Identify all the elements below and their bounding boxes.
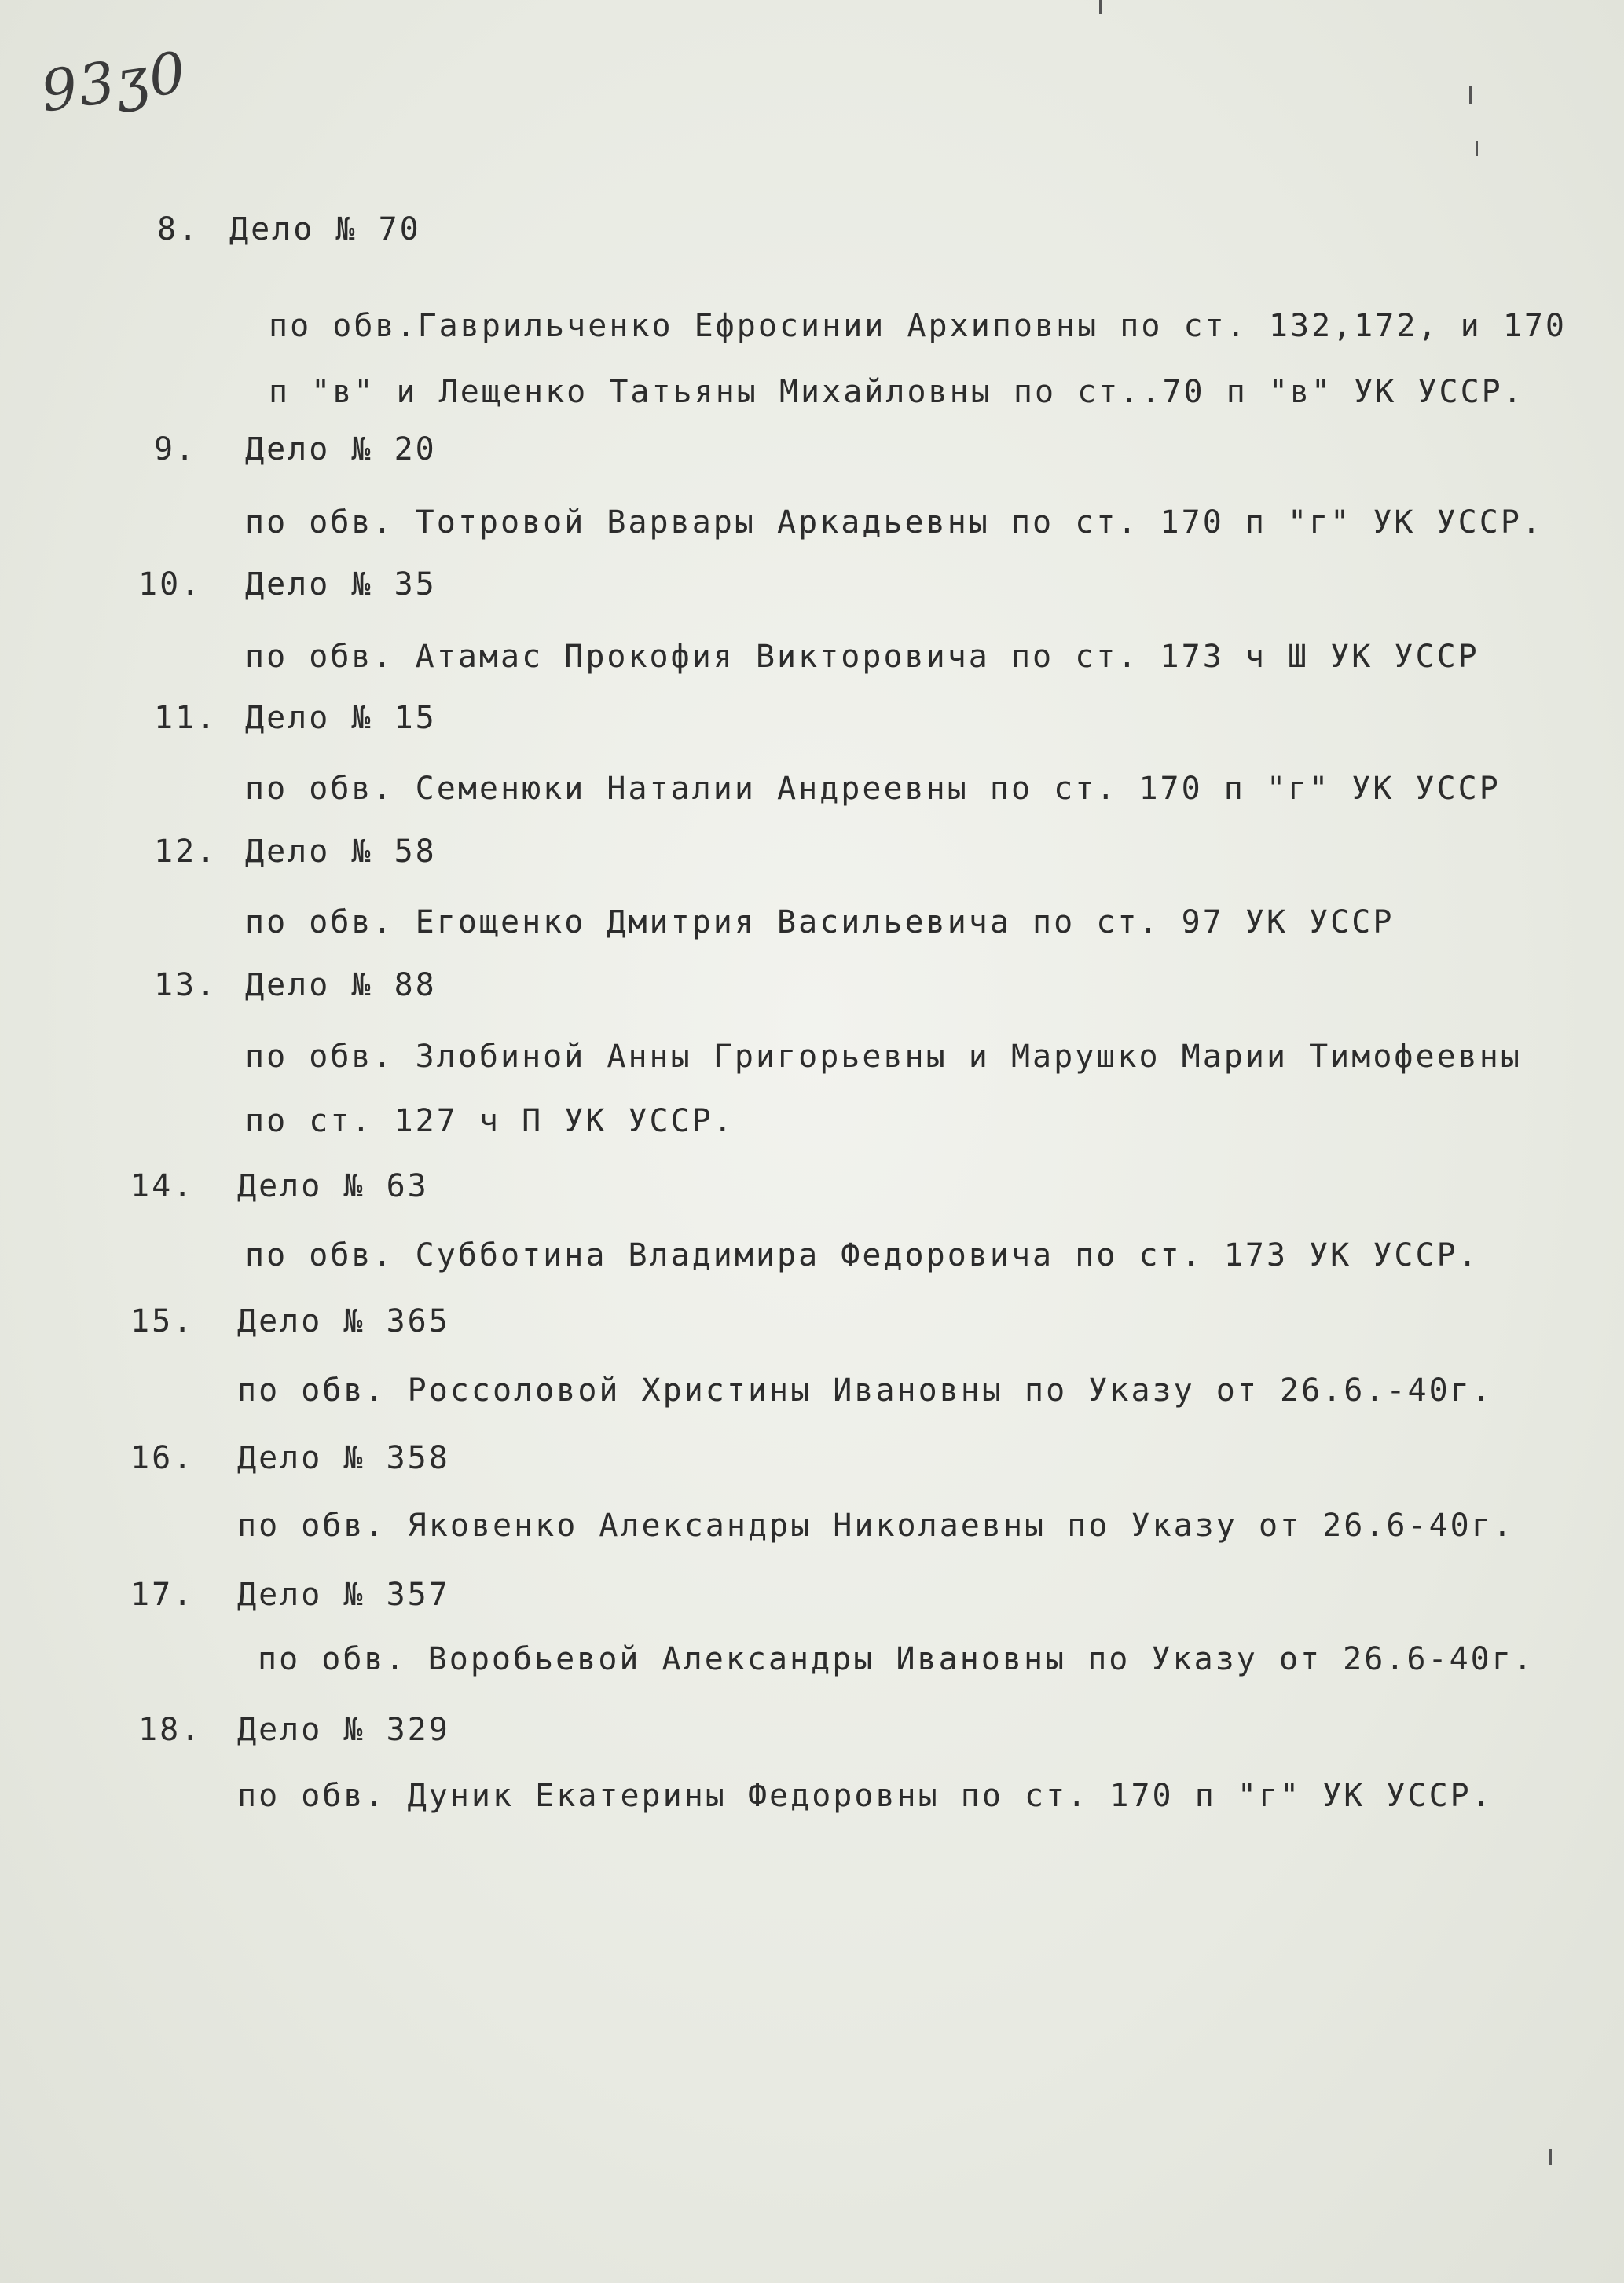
case-description: по обв. Яковенко Александры Николаевны по Указу от 26.6-40г. — [237, 1508, 1514, 1544]
entry-number: 12. — [154, 834, 218, 870]
case-header: Дело № 58 — [245, 834, 437, 870]
entry-number: 17. — [130, 1577, 195, 1613]
case-description: по обв. Тотровой Варвары Аркадьевны по ст. 170 п "г" УК УССР. — [245, 504, 1544, 541]
margin-mark — [1476, 141, 1478, 156]
margin-mark — [1549, 2149, 1552, 2165]
case-description: по обв. Субботина Владимира Федоровича по ст. 173 УК УССР. — [245, 1237, 1479, 1273]
entry-number: 14. — [130, 1168, 195, 1204]
case-description: по обв. Егощенко Дмитрия Васильевича по ст. 97 УК УССР — [245, 904, 1395, 940]
case-header: Дело № 20 — [245, 431, 437, 467]
case-description: п "в" и Лещенко Татьяны Михайловны по ст..70 п "в" УК УССР. — [269, 374, 1524, 410]
entry-number: 10. — [138, 566, 203, 603]
case-description: по обв.Гаврильченко Ефросинии Архиповны по ст. 132,172, и 170 — [269, 308, 1567, 344]
case-header: Дело № 365 — [237, 1303, 450, 1339]
case-description: по обв. Злобиной Анны Григорьевны и Марушко Марии Тимофеевны — [245, 1039, 1522, 1075]
case-description: по обв. Атамас Прокофия Викторовича по ст. 173 ч Ш УК УССР — [245, 639, 1479, 675]
entry-number: 11. — [154, 700, 218, 736]
case-header: Дело № 15 — [245, 700, 437, 736]
case-header: Дело № 357 — [237, 1577, 450, 1613]
case-header: Дело № 358 — [237, 1440, 450, 1476]
entry-number: 16. — [130, 1440, 195, 1476]
case-header: Дело № 88 — [245, 967, 437, 1003]
case-description: по ст. 127 ч П УК УССР. — [245, 1103, 735, 1139]
entry-number: 18. — [138, 1712, 203, 1748]
handwritten-page-number: 93ʒ0 — [37, 38, 192, 125]
case-header: Дело № 329 — [237, 1712, 450, 1748]
entry-number: 15. — [130, 1303, 195, 1339]
case-header: Дело № 35 — [245, 566, 437, 603]
margin-mark — [1099, 0, 1102, 14]
entry-number: 8. — [157, 211, 200, 247]
entry-number: 9. — [154, 431, 197, 467]
entry-number: 13. — [154, 967, 218, 1003]
case-description: по обв. Россоловой Христины Ивановны по Указу от 26.6.-40г. — [237, 1372, 1493, 1409]
case-description: по обв. Дуник Екатерины Федоровны по ст. 170 п "г" УК УССР. — [237, 1778, 1493, 1814]
case-description: по обв. Воробьевой Александры Ивановны по Указу от 26.6-40г. — [258, 1641, 1534, 1677]
case-header: Дело № 70 — [229, 211, 421, 247]
case-description: по обв. Семенюки Наталии Андреевны по ст. 170 п "г" УК УССР — [245, 771, 1501, 807]
case-header: Дело № 63 — [237, 1168, 429, 1204]
margin-mark — [1469, 86, 1472, 104]
